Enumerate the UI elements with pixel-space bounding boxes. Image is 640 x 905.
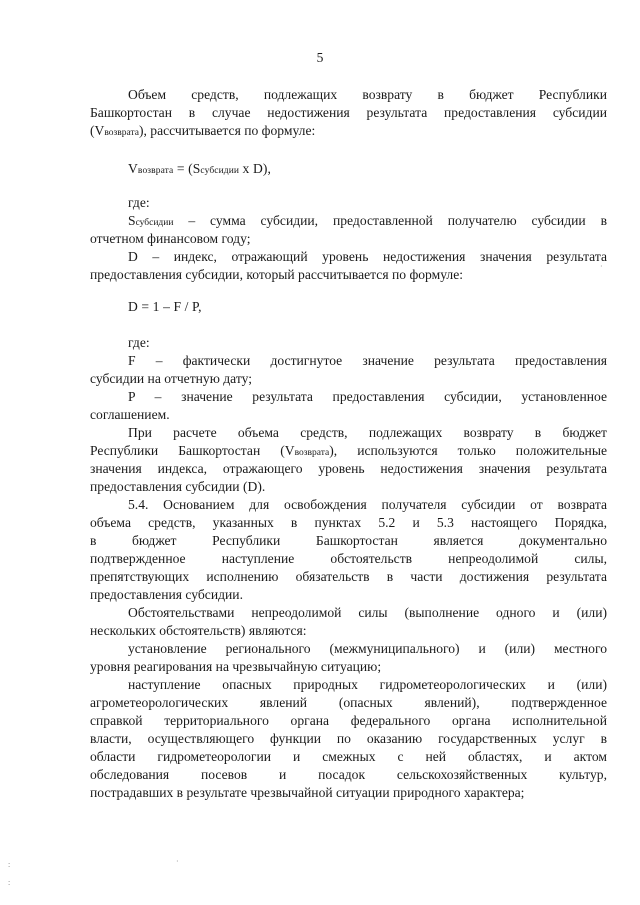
scan-mark: : [8, 878, 11, 887]
list-item-line: справкой территориального органа федерального органа исполнительной [90, 713, 607, 728]
list-item-line: власти, осуществляющего функции по оказанию государственных услуг в [90, 731, 607, 746]
paragraph-line: Объем средств, подлежащих возврату в бюджет Республики [128, 87, 607, 102]
list-item-line: области гидрометеорологии и смежных с ней областях, и актом [90, 749, 607, 764]
list-item-line: агрометеорологических явлений (опасных явлений), подтвержденное [90, 695, 607, 710]
paragraph-line: Республики Башкортостан (Vвозврата), используются только положительные [90, 443, 607, 458]
page-number: 5 [316, 50, 324, 65]
paragraph-line: нескольких обстоятельств) являются: [90, 623, 307, 638]
section-5-4-line: в бюджет Республики Башкортостан является документально [90, 533, 607, 548]
paragraph-line: При расчете объема средств, подлежащих возврату в бюджет [128, 425, 607, 440]
list-item-line: установление регионального (межмуниципального) и (или) местного [128, 641, 607, 656]
formula-refund: Vвозврата = (Sсубсидии x D), [128, 161, 271, 176]
list-item-line: обследования посевов и посадок сельскохозяйственных культур, [90, 767, 607, 782]
paragraph-line: предоставления субсидии (D). [90, 479, 266, 494]
section-5-4-line: предоставления субсидии. [90, 587, 243, 602]
paragraph-line: Башкортостан в случае недостижения результата предоставления субсидии [90, 105, 607, 120]
formula-index: D = 1 – F / P, [128, 299, 202, 314]
paragraph-line: (Vвозврата), рассчитывается по формуле: [90, 123, 316, 138]
list-item-line: пострадавших в результате чрезвычайной ситуации природного характера; [90, 785, 525, 800]
where-label: где: [128, 335, 150, 350]
section-5-4-line: объема средств, указанных в пунктах 5.2 и 5.3 настоящего Порядка, [90, 515, 607, 530]
section-5-4-line: подтвержденное наступление обстоятельств непреодолимой силы, [90, 551, 607, 566]
paragraph-line: Обстоятельствами непреодолимой силы (выполнение одного и (или) [128, 605, 607, 620]
section-5-4-line: препятствующих исполнению обязательств в части достижения результата [90, 569, 607, 584]
definition-line: P – значение результата предоставления субсидии, установленное [128, 389, 607, 404]
definition-line: F – фактически достигнутое значение результата предоставления [128, 353, 607, 368]
list-item-line: уровня реагирования на чрезвычайную ситуацию; [90, 659, 382, 674]
definition-line: соглашением. [90, 407, 170, 422]
definition-line: D – индекс, отражающий уровень недостижения значения результата [128, 249, 607, 264]
paragraph-line: значения индекса, отражающего уровень недостижения значения результата [90, 461, 607, 476]
list-item-line: наступление опасных природных гидрометеорологических и (или) [128, 677, 607, 692]
definition-line: Sсубсидии – сумма субсидии, предоставленной получателю субсидии в [128, 213, 607, 228]
section-5-4-line: 5.4. Основанием для освобождения получателя субсидии от возврата [128, 497, 607, 512]
scan-mark: · [176, 857, 179, 866]
definition-line: субсидии на отчетную дату; [90, 371, 253, 386]
scan-mark: : [8, 860, 11, 869]
definition-line: отчетном финансовом году; [90, 231, 251, 246]
definition-line: предоставления субсидии, который рассчитывается по формуле: [90, 267, 464, 282]
where-label: где: [128, 195, 150, 210]
scan-mark: · [600, 262, 603, 271]
